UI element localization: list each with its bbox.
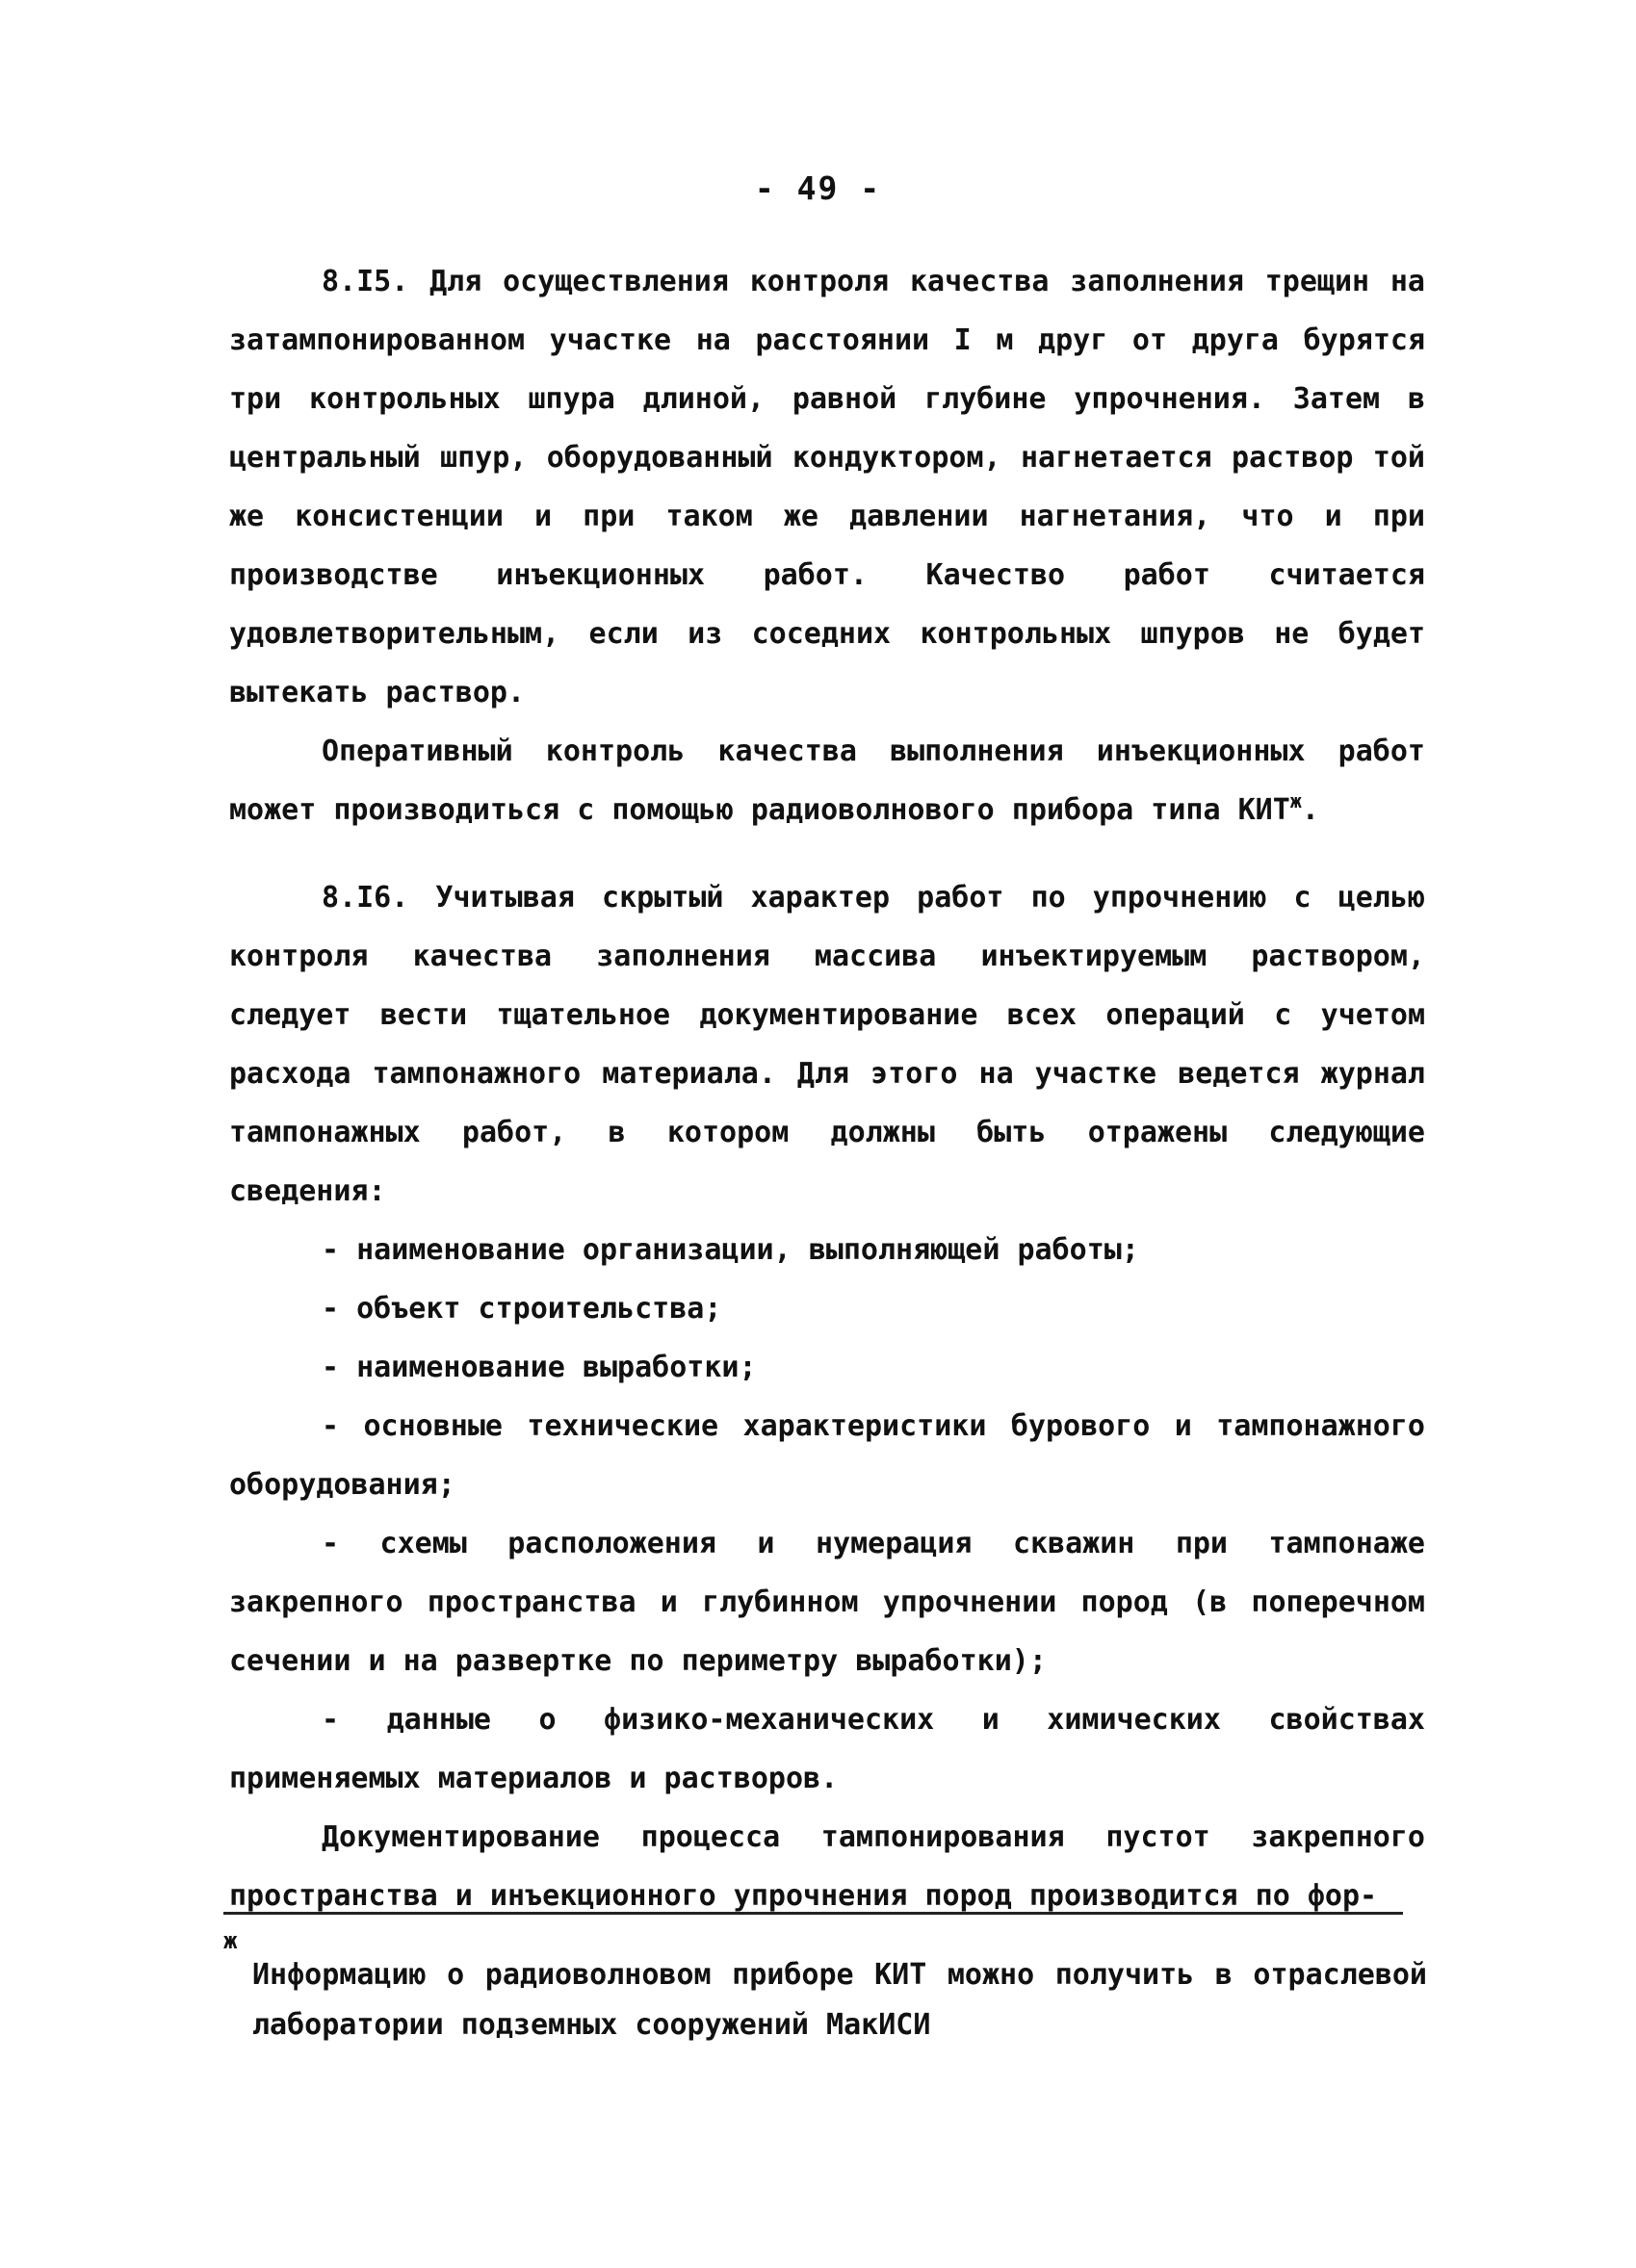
list-item: - наименование выработки; xyxy=(322,1351,757,1384)
footnote-reference: ж xyxy=(1289,789,1302,812)
list-item: - данные о физико-механических и химических свойствах применяемых материалов и растворов. xyxy=(229,1703,1425,1795)
list-item: - схемы расположения и нумерация скважин при тампонаже закрепного пространства и глубинном упрочнении пород (в поперечном сечении и на развертке по периметру выработки); xyxy=(229,1527,1425,1678)
list-item: - наименование организации, выполняющей работы; xyxy=(322,1233,1139,1267)
footnote-divider xyxy=(223,1912,1403,1915)
document-body xyxy=(229,252,1425,1925)
footnote-text: Информацию о радиоволновом приборе КИТ можно получить в отраслевой лаборатории подземных сооружений МакИСИ xyxy=(252,1958,1427,2042)
paragraph-documentation: Документирование процесса тампонирования пустот закрепного пространства и инъекционного упрочнения пород производится по фор- xyxy=(229,1820,1425,1913)
operative-end: . xyxy=(1301,793,1319,827)
list-item: - основные технические характеристики бурового и тампонажного оборудования; xyxy=(229,1409,1425,1502)
page-number: - 49 - xyxy=(754,169,882,207)
paragraph-8-16: 8.I6. Учитывая скрытый характер работ по упрочнению с целью контроля качества заполнения массива инъектируемым раствором, следует вести тщательное документирование всех операций с учетом расхода тампонажного материала. Для этого на участке ведется журнал тампонажных работ, в котором должны быть отражены следующие сведения: xyxy=(229,881,1425,1208)
operative-text: Оперативный контроль качества выполнения инъекционных работ может производиться с помощью радиоволнового прибора типа КИТ xyxy=(229,735,1425,827)
paragraph-operative-control xyxy=(229,722,1425,839)
footnote-mark: ж xyxy=(223,1927,238,1954)
paragraph-8-15: 8.I5. Для осуществления контроля качества заполнения трещин на затампонированном участке на расстоянии I м друг от друга бурятся три контрольных шпура длиной, равной глубине упрочнения. Затем в центральный шпур, оборудованный кондуктором, нагнетается раствор той же консистенции и при таком же давлении нагнетания, что и при производстве инъекционных работ. Качество работ считается удовлетворительным, если из соседних контрольных шпуров не будет вытекать раствор. xyxy=(229,265,1425,709)
list-item: - объект строительства; xyxy=(322,1292,722,1326)
footnote xyxy=(223,1921,1427,2079)
